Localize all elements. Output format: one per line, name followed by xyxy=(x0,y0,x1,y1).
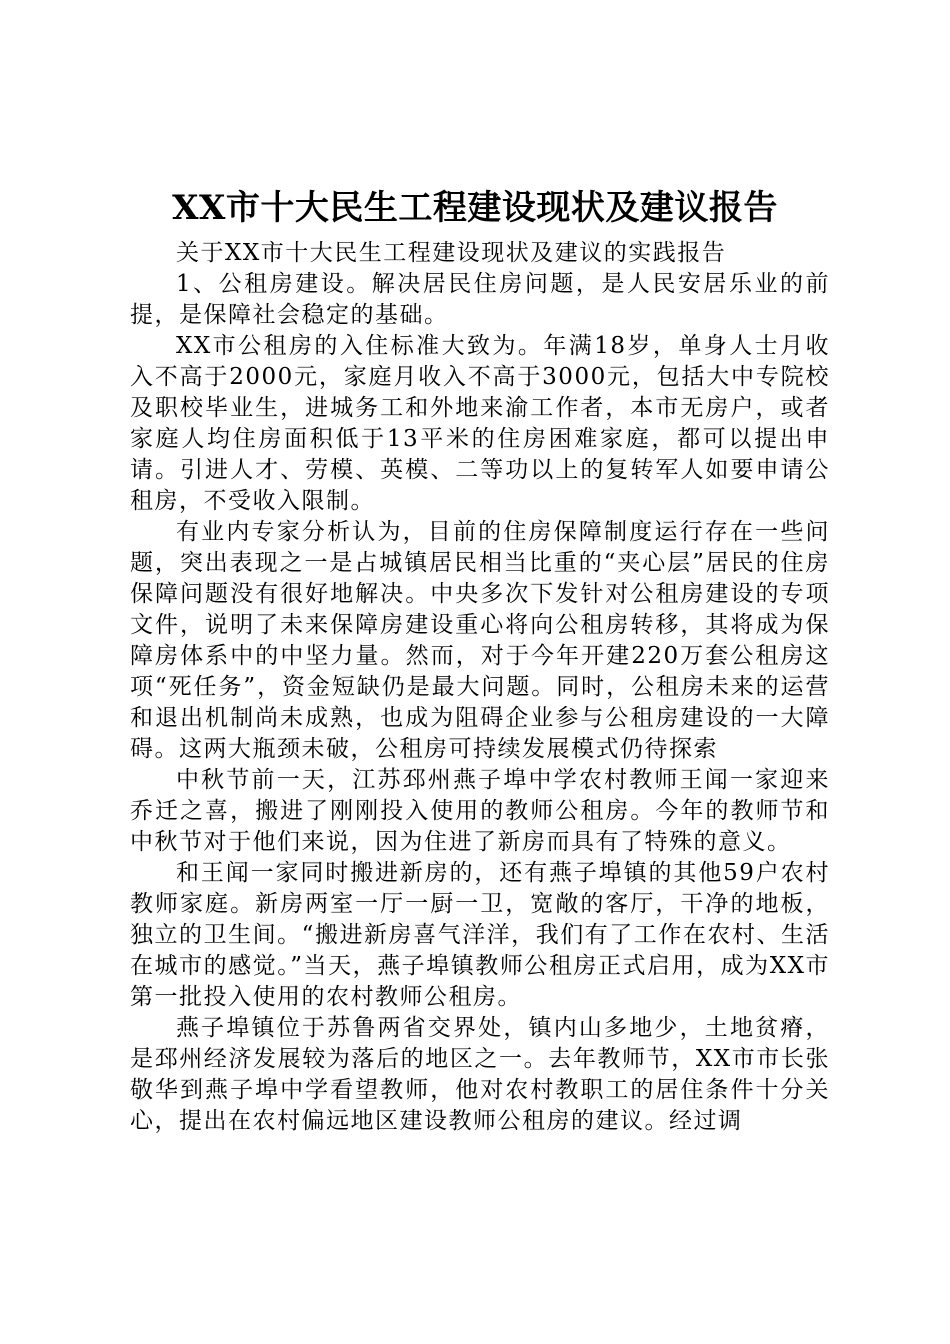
paragraph: 和王闻一家同时搬进新房的，还有燕子埠镇的其他59户农村教师家庭。新房两室一厅一厨一卫，宽敞的客厅，干净的地板，独立的卫生间。“搬进新房喜气洋洋，我们有了工作在农村、生活在城市的感觉。”当天，燕子埠镇教师公租房正式启用，成为XX市第一批投入使用的农村教师公租房。 xyxy=(130,860,830,1010)
paragraph: 1、公租房建设。解决居民住房问题，是人民安居乐业的前提，是保障社会稳定的基础。 xyxy=(130,271,830,328)
document-title: XX市十大民生工程建设现状及建议报告 xyxy=(172,188,778,228)
paragraph: XX市公租房的入住标准大致为。年满18岁，单身人士月收入不高于2000元，家庭月收入不高于3000元，包括大中专院校及职校毕业生，进城务工和外地来渝工作者，本市无房户，或者家庭人均住房面积低于13平米的住房困难家庭，都可以提出申请。引进人才、劳模、英模、二等功以上的复转军人如要申请公租房，不受收入限制。 xyxy=(130,333,830,514)
paragraph: 有业内专家分析认为，目前的住房保障制度运行存在一些问题，突出表现之一是占城镇居民相当比重的“夹心层”居民的住房保障问题没有很好地解决。中央多次下发针对公租房建设的专项文件，说明了未来保障房建设重心将向公租房转移，其将成为保障房体系中的中坚力量。然而，对于今年开建220万套公租房这项“死任务”，资金短缺仍是最大问题。同时，公租房未来的运营和退出机制尚未成熟，也成为阻碍企业参与公租房建设的一大障碍。这两大瓶颈未破，公租房可持续发展模式仍待探索 xyxy=(130,519,830,762)
paragraph: 燕子埠镇位于苏鲁两省交界处，镇内山多地少，土地贫瘠，是邳州经济发展较为落后的地区之一。去年教师节，XX市市长张敬华到燕子埠中学看望教师，他对农村教职工的居住条件十分关心，提出在农村偏远地区建设教师公租房的建议。经过调 xyxy=(130,1015,830,1134)
paragraph: 中秋节前一天，江苏邳州燕子埠中学农村教师王闻一家迎来乔迁之喜，搬进了刚刚投入使用的教师公租房。今年的教师节和中秋节对于他们来说，因为住进了新房而具有了特殊的意义。 xyxy=(130,767,830,855)
document-body xyxy=(130,238,830,1137)
paragraph: 关于XX市十大民生工程建设现状及建议的实践报告 xyxy=(176,240,727,266)
